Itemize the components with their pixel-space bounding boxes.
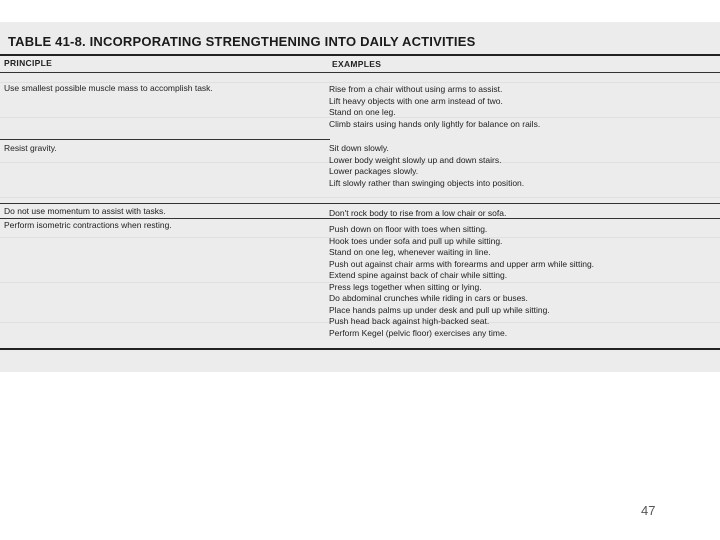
principle-column-header: PRINCIPLE <box>4 58 53 68</box>
scanned-table-image <box>0 22 720 372</box>
example-item: Stand on one leg. <box>329 107 396 117</box>
row-divider <box>0 203 720 204</box>
page-number: 47 <box>641 503 656 518</box>
row-divider <box>0 218 720 219</box>
table-title: TABLE 41-8. INCORPORATING STRENGTHENING INTO DAILY ACTIVITIES <box>8 34 476 49</box>
example-item: Perform Kegel (pelvic floor) exercises any time. <box>329 327 508 338</box>
example-item: Rise from a chair without using arms to assist. <box>329 84 503 94</box>
examples-list <box>329 84 540 130</box>
example-item: Lower body weight slowly up and down stairs. <box>329 154 502 165</box>
example-item: Push down on floor with toes when sitting. <box>329 224 488 234</box>
top-rule <box>0 54 720 56</box>
principle-cell: Resist gravity. <box>4 143 57 153</box>
example-item: Lift slowly rather than swinging objects into position. <box>329 177 525 188</box>
example-item: Stand on one leg, whenever waiting in line. <box>329 247 491 257</box>
bottom-rule <box>0 348 720 350</box>
example-item: Sit down slowly. <box>329 143 389 153</box>
examples-list <box>329 224 594 339</box>
example-item: Do abdominal crunches while riding in cars or buses. <box>329 293 528 303</box>
example-item: Lift heavy objects with one arm instead of two. <box>329 95 503 106</box>
row-divider <box>0 139 330 140</box>
examples-column-header: EXAMPLES <box>332 59 382 69</box>
example-item: Press legs together when sitting or lying. <box>329 281 482 292</box>
example-item: Place hands palms up under desk and pull up while sitting. <box>329 304 550 315</box>
example-item: Lower packages slowly. <box>329 166 419 176</box>
principle-cell: Use smallest possible muscle mass to accomplish task. <box>4 83 213 93</box>
example-item: Climb stairs using hands only lightly for balance on rails. <box>329 118 541 129</box>
example-item: Hook toes under sofa and pull up while sitting. <box>329 235 503 246</box>
example-item: Push head back against high-backed seat. <box>329 316 490 326</box>
principle-cell: Perform isometric contractions when resting. <box>4 220 172 230</box>
example-item: Push out against chair arms with forearms and upper arm while sitting. <box>329 258 595 269</box>
example-item: Extend spine against back of chair while sitting. <box>329 270 508 280</box>
header-rule <box>0 72 720 73</box>
principle-cell: Do not use momentum to assist with tasks. <box>4 206 166 216</box>
example-item: Don't rock body to rise from a low chair or sofa. <box>329 208 507 218</box>
examples-list <box>329 143 524 189</box>
